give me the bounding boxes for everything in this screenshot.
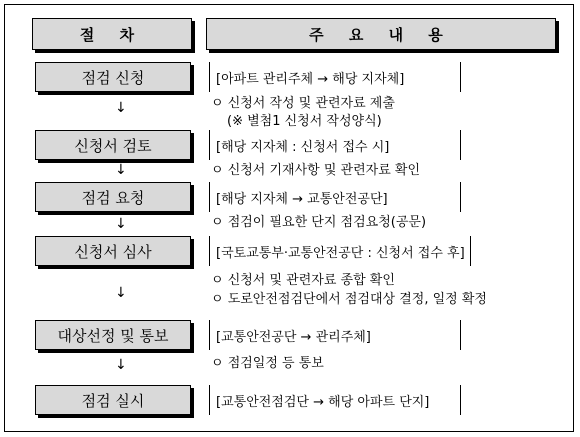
step-apply: 점검 신청 xyxy=(35,62,191,92)
arrow-down-icon: ↓ xyxy=(115,162,127,178)
step-request-bullet-1: ㅇ 점검이 필요한 단지 점검요청(공문) xyxy=(211,215,427,230)
arrow-down-icon: ↓ xyxy=(115,285,127,301)
header-procedure: 절 차 xyxy=(32,18,192,50)
step-selection-detail: [교통안전공단 → 관리주체] xyxy=(209,320,461,350)
step-screening-bullet-2: ㅇ 도로안전점검단에서 점검대상 결정, 일정 확정 xyxy=(211,292,487,307)
step-inspection-detail: [교통안전점검단 → 해당 아파트 단지] xyxy=(209,385,461,415)
step-review-detail: [해당 지자체 : 신청서 접수 시] xyxy=(209,130,461,160)
step-apply-bullet-1: ㅇ 신청서 작성 및 관련자료 제출 xyxy=(211,96,395,111)
procedure-frame xyxy=(4,4,574,432)
step-screening: 신청서 심사 xyxy=(35,236,191,266)
step-inspection: 점검 실시 xyxy=(35,385,191,415)
step-screening-detail: [국토교통부·교통안전공단 : 신청서 접수 후] xyxy=(209,236,471,266)
step-apply-note: (※ 별첨1 신청서 작성양식) xyxy=(227,114,382,129)
step-request-detail: [해당 지자체 → 교통안전공단] xyxy=(209,182,461,212)
step-selection: 대상선정 및 통보 xyxy=(35,320,191,350)
step-request: 점검 요청 xyxy=(35,182,191,212)
step-selection-bullet-1: ㅇ 점검일정 등 통보 xyxy=(211,356,324,371)
arrow-down-icon: ↓ xyxy=(115,216,127,232)
arrow-down-icon: ↓ xyxy=(115,100,127,116)
step-review-bullet-1: ㅇ 신청서 기재사항 및 관련자료 확인 xyxy=(211,163,421,178)
arrow-down-icon: ↓ xyxy=(115,357,127,373)
step-screening-bullet-1: ㅇ 신청서 및 관련자료 종합 확인 xyxy=(211,273,395,288)
step-apply-detail: [아파트 관리주체 → 해당 지자체] xyxy=(209,62,461,92)
step-review: 신청서 검토 xyxy=(35,130,191,160)
header-contents: 주 요 내 용 xyxy=(206,18,556,50)
